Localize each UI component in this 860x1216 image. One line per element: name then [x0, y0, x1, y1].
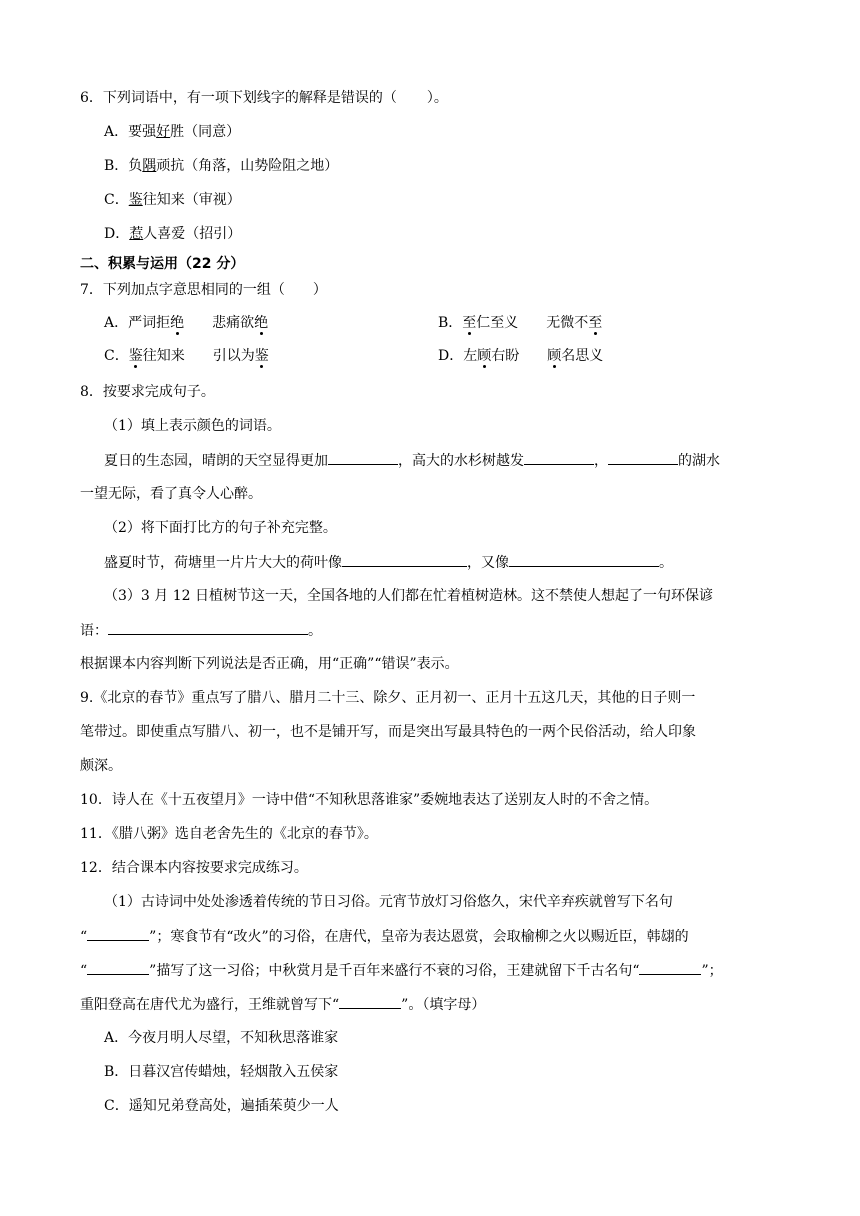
q7d-w2-dotted: 顾 [547, 348, 562, 364]
blank-lantern-festival[interactable] [87, 926, 149, 941]
q7b-w2-pre: 无微不 [546, 315, 589, 331]
q8-part2-line [104, 552, 673, 573]
q8p3-text-c: 。 [308, 623, 322, 639]
q7d-w1-dotted: 顾 [477, 348, 492, 364]
q12-line4 [80, 994, 485, 1015]
q6-option-d [104, 224, 241, 244]
q8-part1-line1 [104, 450, 720, 471]
q9-line2: 笔带过。即使重点写腊八、初一，也不是铺开写，而是突出写最具特色的一两个民俗活动，给人印象 [80, 724, 696, 740]
q6b-pre: B．负 [104, 158, 143, 174]
q8p1-text-d: 的湖水 [678, 453, 720, 469]
q7-option-c [104, 346, 269, 366]
section-2-title: 二、积累与运用（22 分） [80, 256, 245, 272]
blank-lotus-simile-1[interactable] [342, 552, 467, 567]
q7-option-d [438, 346, 603, 366]
q7d-w1-pre: 左 [463, 348, 478, 364]
q12-option-c: C．遥知兄弟登高处，遍插茱萸少一人 [104, 1098, 339, 1114]
q7-option-b [438, 313, 602, 333]
q8p1-text-b: ，高大的水杉树越发 [398, 453, 524, 469]
q8-part1-title: （1）填上表示颜色的词语。 [104, 418, 281, 434]
q12-l3-end: ”； [701, 963, 723, 979]
q6d-pre: D． [104, 226, 130, 242]
q6-stem-end: ）。 [426, 90, 448, 106]
q12-l2-text: ”；寒食节有“改火”的习俗，在唐代，皇帝为表达恩赏，会取榆柳之火以赐近臣，韩翃的 [149, 929, 689, 945]
q6a-post: 胜（同意） [170, 124, 241, 140]
q7c-w1-post: 往知来 [142, 348, 185, 364]
q6a-pre: A．要强 [104, 124, 157, 140]
q9-line1: 9.《北京的春节》重点写了腊八、腊月二十三、除夕、正月初一、正月十五这几天，其他的日子则一 [80, 690, 696, 706]
judge-intro: 根据课本内容判断下列说法是否正确，用“正确”“错误”表示。 [80, 656, 459, 672]
q8p1-text-a: 夏日的生态园，晴朗的天空显得更加 [104, 453, 328, 469]
q12-l3-quote: “ [80, 963, 88, 979]
q12-option-a: A．今夜月明人尽望，不知秋思落谁家 [104, 1030, 339, 1046]
q6-option-b [104, 156, 338, 176]
q7d-w2-post: 名思义 [561, 348, 604, 364]
q7a-w1-dotted: 绝 [170, 315, 185, 331]
q12-l4-text: 重阳登高在唐代尤为盛行，王维就曾写下“ [80, 997, 340, 1013]
q7b-label: B． [438, 315, 463, 331]
q7b-w1-dotted: 至 [462, 315, 477, 331]
q7a-w2-pre: 悲痛欲 [212, 315, 255, 331]
q12-line3 [80, 960, 723, 981]
blank-double-ninth[interactable] [339, 994, 401, 1009]
q6-stem-text: 6．下列词语中，有一项下划线字的解释是错误的（ [80, 90, 397, 106]
q8-stem: 8．按要求完成句子。 [80, 384, 215, 400]
q6c-post: 往知来（审视） [142, 192, 241, 208]
blank-lotus-simile-2[interactable] [509, 552, 659, 567]
q7a-label: A． [104, 315, 129, 331]
blank-sky-color[interactable] [328, 450, 398, 465]
q8-part3-line1: （3）3 月 12 日植树节这一天，全国各地的人们都在忙着植树造林。这不禁使人想起了一句环保谚 [104, 588, 713, 604]
q7c-w2-dotted: 鉴 [254, 348, 269, 364]
q6-option-c [104, 190, 241, 210]
q7d-w1-post: 右盼 [491, 348, 520, 364]
q11: 11．《腊八粥》选自老舍先生的《北京的春节》。 [80, 826, 378, 842]
q12-l4-end: ”。（填字母） [401, 997, 486, 1013]
q7-option-a [104, 313, 268, 333]
q12-stem: 12．结合课本内容按要求完成练习。 [80, 860, 308, 876]
q12-line2 [80, 926, 689, 947]
q6-option-a [104, 122, 240, 142]
blank-eco-proverb[interactable] [108, 620, 308, 635]
q6c-underlined: 鉴 [128, 192, 143, 208]
q8p2-text-c: 。 [659, 555, 673, 571]
q12-l3-text: ”描写了这一习俗；中秋赏月是千百年来盛行不衰的习俗，王建就留下千古名句“ [149, 963, 640, 979]
q8p1-text-c: ， [594, 453, 608, 469]
q8p2-text-a: 盛夏时节，荷塘里一片片大大的荷叶像 [104, 555, 342, 571]
q7a-w1-pre: 严词拒 [128, 315, 171, 331]
q7c-w2-pre: 引以为 [212, 348, 255, 364]
q8-part1-line2: 一望无际，看了真令人心醉。 [80, 486, 262, 502]
blank-cold-food-festival[interactable] [87, 960, 149, 975]
q12-l2-quote: “ [80, 929, 88, 945]
q9-line3: 颇深。 [80, 758, 122, 774]
q7c-w1-dotted: 鉴 [128, 348, 143, 364]
q8-part3-line2 [80, 620, 322, 641]
q12-option-b: B．日暮汉宫传蜡烛，轻烟散入五侯家 [104, 1064, 339, 1080]
q7a-w2-dotted: 绝 [254, 315, 269, 331]
q7-stem: 7．下列加点字意思相同的一组（ ） [80, 282, 327, 298]
q6a-underlined: 好 [156, 124, 171, 140]
q10: 10．诗人在《十五夜望月》一诗中借“不知秋思落谁家”委婉地表达了送别友人时的不舍之情。 [80, 792, 659, 808]
q12-line1: （1）古诗词中处处渗透着传统的节日习俗。元宵节放灯习俗悠久，宋代辛弃疾就曾写下名句 [104, 894, 673, 910]
q8p3-text-b: 语： [80, 623, 108, 639]
blank-tree-color[interactable] [524, 450, 594, 465]
q8p2-text-b: ，又像 [467, 555, 509, 571]
q6b-post: 顽抗（角落，山势险阻之地） [156, 158, 339, 174]
q7b-w2-dotted: 至 [588, 315, 603, 331]
q8-part2-title: （2）将下面打比方的句子补充完整。 [104, 520, 337, 536]
q7b-w1-post: 仁至义 [476, 315, 519, 331]
q6d-post: 人喜爱（招引） [143, 226, 242, 242]
q7d-label: D． [438, 348, 464, 364]
q6c-pre: C． [104, 192, 129, 208]
q6b-underlined: 隅 [142, 158, 157, 174]
blank-mid-autumn[interactable] [639, 960, 701, 975]
q6-stem [80, 88, 448, 108]
q6d-underlined: 惹 [129, 226, 144, 242]
blank-lake-color[interactable] [608, 450, 678, 465]
q7c-label: C． [104, 348, 129, 364]
